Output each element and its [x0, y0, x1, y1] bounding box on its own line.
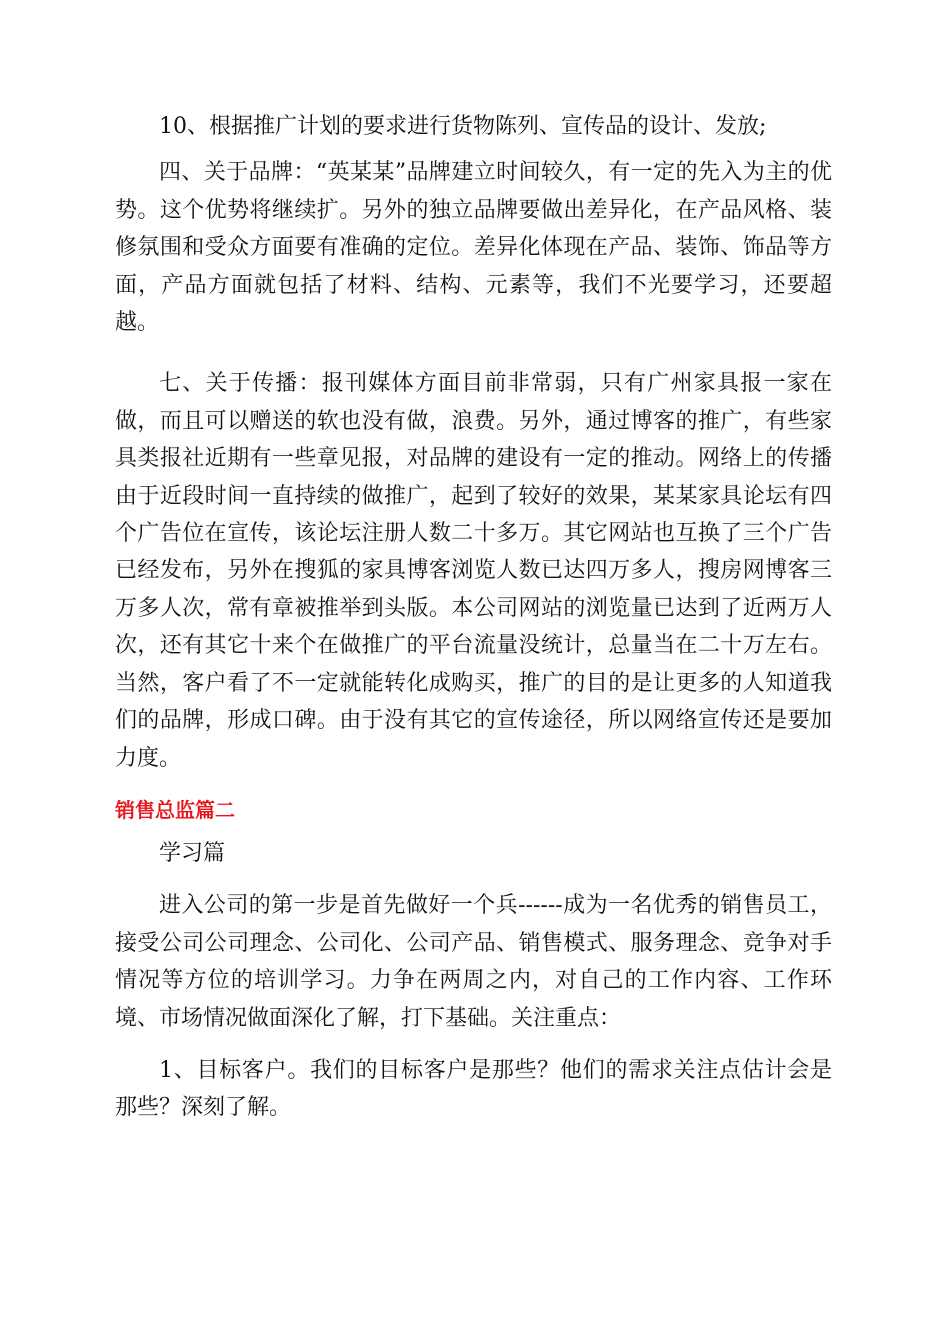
paragraph-communication: 七、关于传播：报刊媒体方面目前非常弱，只有广州家具报一家在做，而且可以赠送的软也没有做，浪费。另外，通过博客的推广，有些家具类报社近期有一些章见报，对品牌的建设有一定的推动。网络上的传播由于近段时间一直持续的做推广，起到了较好的效果，某某家具论坛有四个广告位在宣传，该论坛注册人数二十多万。其它网站也互换了三个广告已经发布，另外在搜狐的家具博客浏览人数已达四万多人，搜房网博客三万多人次，常有章被推举到头版。本公司网站的浏览量已达到了近两万人次，还有其它十来个在做推广的平台流量没统计，总量当在二十万左右。当然，客户看了不一定就能转化成购买，推广的目的是让更多的人知道我们的品牌，形成口碑。由于没有其它的宣传途径，所以网络宣传还是要加力度。	[115, 371, 832, 771]
paragraph-study-title: 学习篇	[159, 840, 226, 866]
paragraph-first-step: 进入公司的第一步是首先做好一个兵------成为一名优秀的销售员工，接受公司公司理念、公司化、公司产品、销售模式、服务理念、竞争对手情况等方位的培训学习。力争在两周之内，对自己的工作内容、工作环境、市场情况做面深化了解，打下基础。关注重点：	[115, 893, 832, 1031]
paragraph-brand: 四、关于品牌：“英某某”品牌建立时间较久，有一定的先入为主的优势。这个优势将继续扩。另外的独立品牌要做出差异化，在产品风格、装修氛围和受众方面要有准确的定位。差异化体现在产品、装饰、饰品等方面，产品方面就包括了材料、结构、元素等，我们不光要学习，还要超越。	[115, 160, 832, 336]
section-heading: 销售总监篇二	[115, 797, 235, 822]
document-page	[115, 108, 832, 1127]
paragraph-target-customer: 1、目标客户。我们的目标客户是那些？他们的需求关注点估计会是那些？深刻了解。	[115, 1057, 832, 1121]
paragraph-display-item-10: 10、根据推广计划的要求进行货物陈列、宣传品的设计、发放;	[159, 114, 767, 139]
